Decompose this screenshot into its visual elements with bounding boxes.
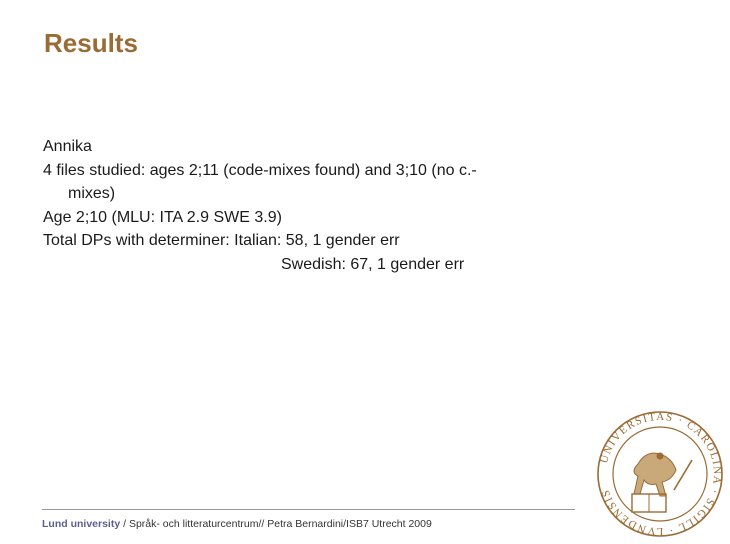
- body-line-age: Age 2;10 (MLU: ITA 2.9 SWE 3.9): [43, 208, 282, 226]
- body-line-files: 4 files studied: ages 2;11 (code-mixes found) and 3;10 (no c.-: [43, 161, 477, 179]
- slide-body: [43, 135, 603, 276]
- slide-title: Results: [44, 28, 138, 58]
- footer-divider: [42, 509, 575, 510]
- body-line-files-cont: mixes): [68, 185, 116, 202]
- svg-text:UNIVERSITAS · CAROLINA · SIGIL: UNIVERSITAS · CAROLINA · SIGILL · LVNDENSIS: [598, 410, 724, 538]
- body-line-name: Annika: [43, 138, 92, 155]
- body-line-italian: Total DPs with determiner: Italian: 58, 1 gender err: [43, 232, 400, 249]
- footer: [42, 518, 432, 530]
- footer-org: Lund university: [42, 518, 121, 530]
- body-line-swedish: Swedish: 67, 1 gender err: [281, 255, 465, 273]
- footer-credit: / Språk- och litteraturcentrum// Petra Bernardini/ISB7 Utrecht 2009: [120, 518, 432, 530]
- university-seal-logo: [590, 404, 730, 544]
